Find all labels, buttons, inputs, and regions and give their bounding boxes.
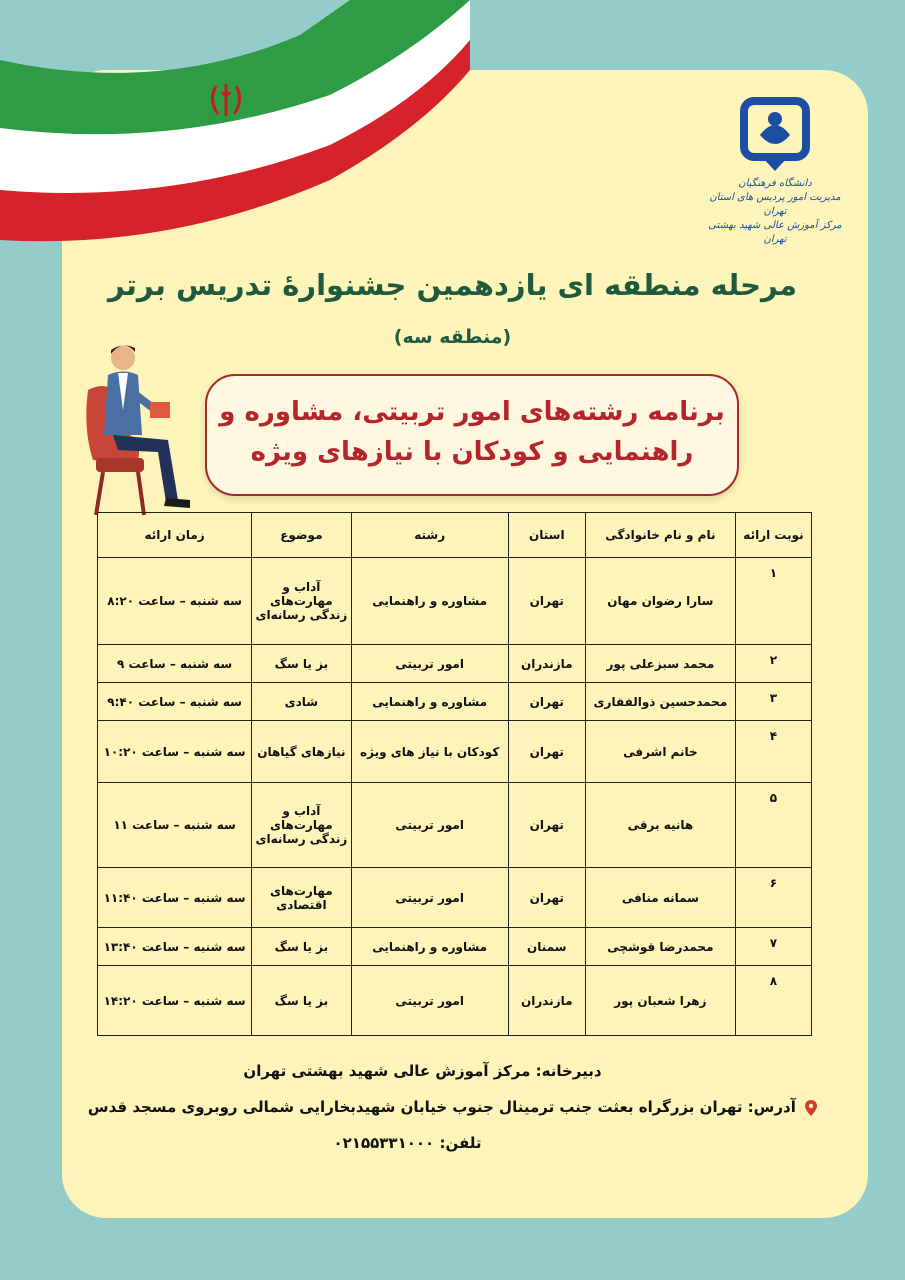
cell-province: تهران bbox=[508, 783, 585, 868]
footer-address-line bbox=[0, 1098, 905, 1116]
cell-field: امور تربیتی bbox=[351, 868, 508, 928]
location-pin-icon bbox=[805, 1100, 817, 1116]
header-field: رشته bbox=[351, 513, 508, 558]
logo-line-2: مدیریت امور پردیس های استان تهران bbox=[709, 192, 841, 217]
cell-name: سمانه منافی bbox=[585, 868, 735, 928]
cell-field: مشاوره و راهنمایی bbox=[351, 683, 508, 721]
footer-address: آدرس: تهران بزرگراه بعثت جنب ترمینال جنوب خیابان شهیدبخارایی شمالی روبروی مسجد قدس bbox=[87, 1098, 796, 1116]
cell-topic: بز یا سگ bbox=[252, 966, 351, 1036]
cell-field: مشاوره و راهنمایی bbox=[351, 928, 508, 966]
cell-field: کودکان با نیاز های ویژه bbox=[351, 721, 508, 783]
table-row bbox=[98, 683, 812, 721]
cell-num: ۴ bbox=[735, 721, 811, 783]
header-name: نام و نام خانوادگی bbox=[585, 513, 735, 558]
subtitle-line-1: برنامه رشته‌های امور تربیتی، مشاوره و bbox=[219, 397, 725, 427]
cell-time: سه شنبه – ساعت ۱۴:۲۰ bbox=[98, 966, 252, 1036]
table-row bbox=[98, 783, 812, 868]
table-row bbox=[98, 645, 812, 683]
cell-time: سه شنبه – ساعت ۸:۲۰ bbox=[98, 558, 252, 645]
cell-province: مازندران bbox=[508, 645, 585, 683]
cell-name: محمدرضا قوشچی bbox=[585, 928, 735, 966]
cell-num: ۵ bbox=[735, 783, 811, 868]
cell-num: ۱ bbox=[735, 558, 811, 645]
table-row bbox=[98, 558, 812, 645]
logo-line-1: دانشگاه فرهنگیان bbox=[738, 178, 812, 189]
subtitle-line-2: راهنمایی و کودکان با نیازهای ویژه bbox=[250, 437, 694, 467]
cell-name: محمد سبزعلی پور bbox=[585, 645, 735, 683]
cell-topic: بز یا سگ bbox=[252, 928, 351, 966]
cell-province: تهران bbox=[508, 558, 585, 645]
cell-topic: آداب و مهارت‌های زندگی رسانه‌ای bbox=[252, 558, 351, 645]
cell-province: تهران bbox=[508, 683, 585, 721]
cell-num: ۷ bbox=[735, 928, 811, 966]
region-label: (منطقه سه) bbox=[393, 326, 512, 348]
cell-time: سه شنبه – ساعت ۱۰:۲۰ bbox=[98, 721, 252, 783]
cell-topic: شادی bbox=[252, 683, 351, 721]
page-title: مرحله منطقه ای یازدهمین جشنوارۀ تدریس برتر bbox=[107, 268, 798, 302]
cell-province: سمنان bbox=[508, 928, 585, 966]
cell-time: سه شنبه – ساعت ۹ bbox=[98, 645, 252, 683]
cell-name: محمدحسین ذوالفقاری bbox=[585, 683, 735, 721]
iran-flag-image bbox=[0, 0, 470, 250]
cell-province: مازندران bbox=[508, 966, 585, 1036]
cell-num: ۳ bbox=[735, 683, 811, 721]
footer-phone: تلفن: ۰۲۱۵۵۳۳۱۰۰۰ bbox=[333, 1134, 482, 1152]
cell-field: امور تربیتی bbox=[351, 783, 508, 868]
cell-time: سه شنبه – ساعت ۱۱:۴۰ bbox=[98, 868, 252, 928]
header-num: نوبت ارائه bbox=[735, 513, 811, 558]
cell-num: ۲ bbox=[735, 645, 811, 683]
university-logo bbox=[705, 95, 845, 247]
cell-name: سارا رضوان مهان bbox=[585, 558, 735, 645]
cell-province: تهران bbox=[508, 868, 585, 928]
university-emblem-icon bbox=[740, 95, 810, 173]
cell-province: تهران bbox=[508, 721, 585, 783]
header-province: استان bbox=[508, 513, 585, 558]
cell-topic: نیازهای گیاهان bbox=[252, 721, 351, 783]
cell-topic: مهارت‌های اقتصادی bbox=[252, 868, 351, 928]
logo-line-3: مرکز آموزش عالی شهید بهشتی تهران bbox=[708, 220, 842, 245]
program-subtitle-box bbox=[205, 374, 739, 496]
header-time: زمان ارائه bbox=[98, 513, 252, 558]
cell-topic: بز یا سگ bbox=[252, 645, 351, 683]
footer-secretariat: دبیرخانه: مرکز آموزش عالی شهید بهشتی تهران bbox=[243, 1062, 602, 1080]
cell-time: سه شنبه – ساعت ۱۳:۴۰ bbox=[98, 928, 252, 966]
cell-time: سه شنبه – ساعت ۹:۴۰ bbox=[98, 683, 252, 721]
table-row bbox=[98, 966, 812, 1036]
cell-time: سه شنبه – ساعت ۱۱ bbox=[98, 783, 252, 868]
cell-topic: آداب و مهارت‌های زندگی رسانه‌ای bbox=[252, 783, 351, 868]
table-row bbox=[98, 928, 812, 966]
cell-name: خانم اشرفی bbox=[585, 721, 735, 783]
cell-field: امور تربیتی bbox=[351, 645, 508, 683]
schedule-table bbox=[97, 512, 812, 1036]
table-row bbox=[98, 868, 812, 928]
table-header-row bbox=[98, 513, 812, 558]
table-row bbox=[98, 721, 812, 783]
cell-name: زهرا شعبان پور bbox=[585, 966, 735, 1036]
cell-num: ۸ bbox=[735, 966, 811, 1036]
header-topic: موضوع bbox=[252, 513, 351, 558]
cell-field: امور تربیتی bbox=[351, 966, 508, 1036]
cell-name: هانیه برقی bbox=[585, 783, 735, 868]
cell-field: مشاوره و راهنمایی bbox=[351, 558, 508, 645]
cell-num: ۶ bbox=[735, 868, 811, 928]
